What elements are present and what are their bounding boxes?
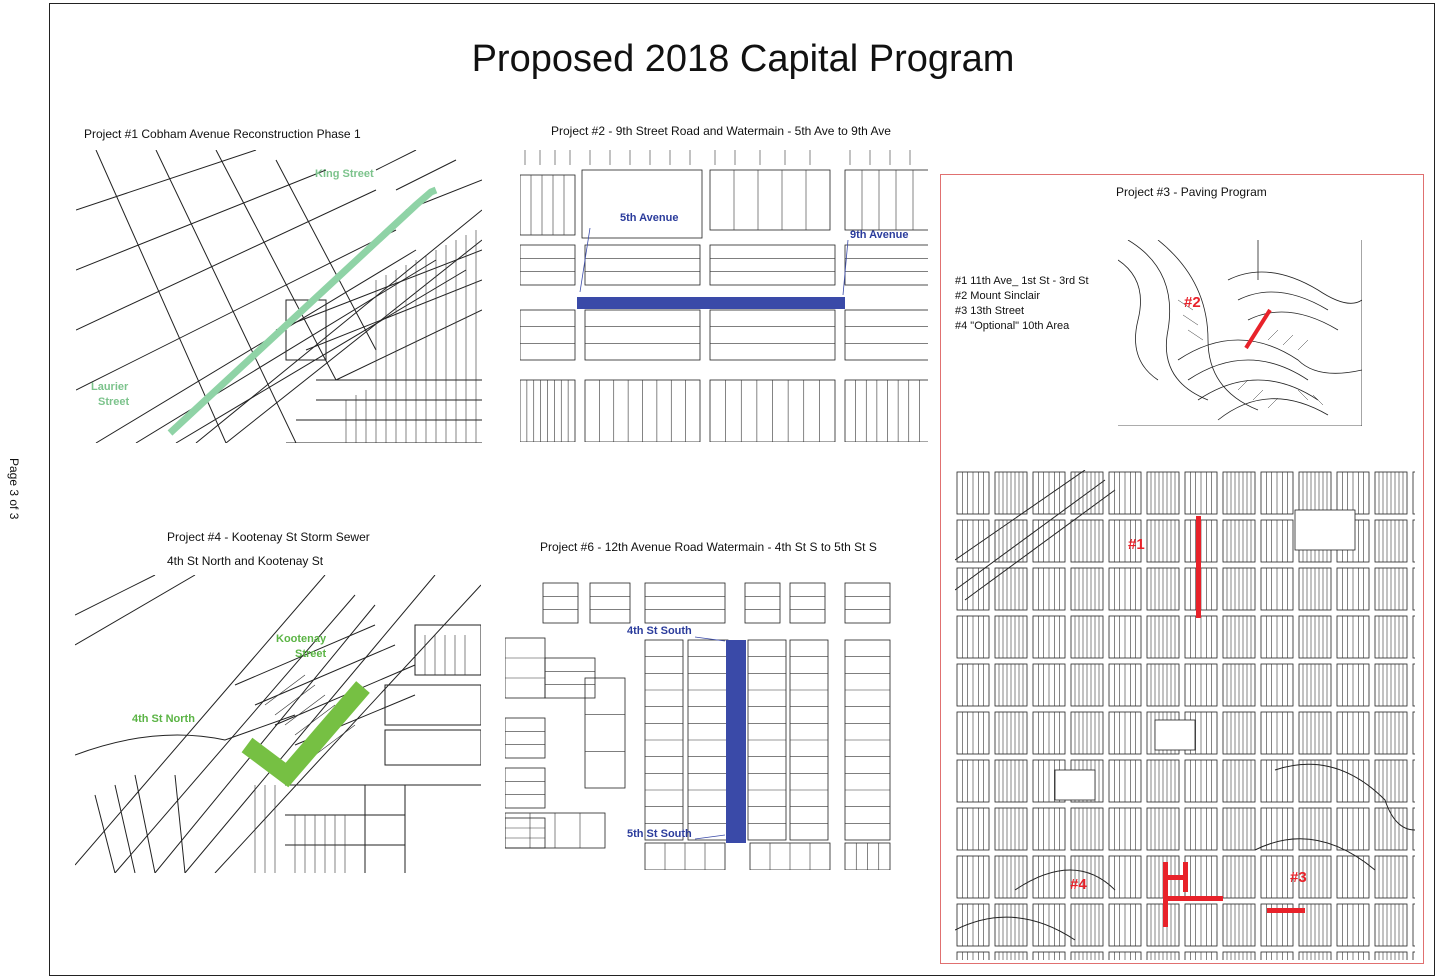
project1-map[interactable] bbox=[76, 150, 482, 443]
fifth-avenue-label: 5th Avenue bbox=[620, 212, 679, 224]
project3-main-linework bbox=[955, 470, 1415, 960]
project2-map[interactable] bbox=[520, 150, 928, 442]
project6-map[interactable] bbox=[505, 578, 910, 870]
kootenay-label: Kootenay bbox=[276, 633, 327, 645]
marker-3: #3 bbox=[1290, 869, 1307, 886]
legend-item: #4 "Optional" 10th Area bbox=[955, 320, 1070, 332]
project6-linework bbox=[505, 578, 910, 870]
page-number: Page 3 of 3 bbox=[7, 458, 21, 520]
laurier-label: Laurier bbox=[91, 381, 129, 393]
marker-1: #1 bbox=[1128, 536, 1145, 553]
king-street-label: King Street bbox=[315, 168, 374, 180]
kootenay-street-label: Street bbox=[295, 648, 327, 660]
project3-main-map[interactable] bbox=[955, 470, 1415, 960]
project4-caption: Project #4 - Kootenay St Storm Sewer bbox=[167, 530, 370, 544]
project3-inset-map[interactable] bbox=[1118, 240, 1362, 426]
marker-4: #4 bbox=[1070, 876, 1087, 893]
project2-caption: Project #2 - 9th Street Road and Watermain - 5th Ave to 9th Ave bbox=[551, 124, 891, 138]
fourth-st-north-label: 4th St North bbox=[132, 713, 195, 725]
project1-caption: Project #1 Cobham Avenue Reconstruction Phase 1 bbox=[84, 127, 361, 141]
project3-legend bbox=[955, 274, 1089, 334]
project2-linework bbox=[520, 150, 928, 442]
project1-highlight bbox=[76, 150, 482, 443]
ninth-avenue-label: 9th Avenue bbox=[850, 229, 909, 241]
project3-caption: Project #3 - Paving Program bbox=[1116, 185, 1267, 199]
fourth-st-south-label: 4th St South bbox=[627, 625, 692, 637]
fifth-st-south-label: 5th St South bbox=[627, 828, 692, 840]
marker-2: #2 bbox=[1184, 294, 1201, 311]
page-title: Proposed 2018 Capital Program bbox=[471, 38, 1015, 80]
project3-inset-linework bbox=[1118, 240, 1362, 426]
project6-caption: Project #6 - 12th Avenue Road Watermain - 4th St S to 5th St S bbox=[540, 540, 877, 554]
legend-item: #3 13th Street bbox=[955, 305, 1025, 317]
project4-subcaption: 4th St North and Kootenay St bbox=[167, 554, 324, 568]
laurier-street-label: Street bbox=[98, 396, 130, 408]
legend-item: #1 11th Ave_ 1st St - 3rd St bbox=[955, 275, 1089, 287]
legend-item: #2 Mount Sinclair bbox=[955, 290, 1040, 302]
